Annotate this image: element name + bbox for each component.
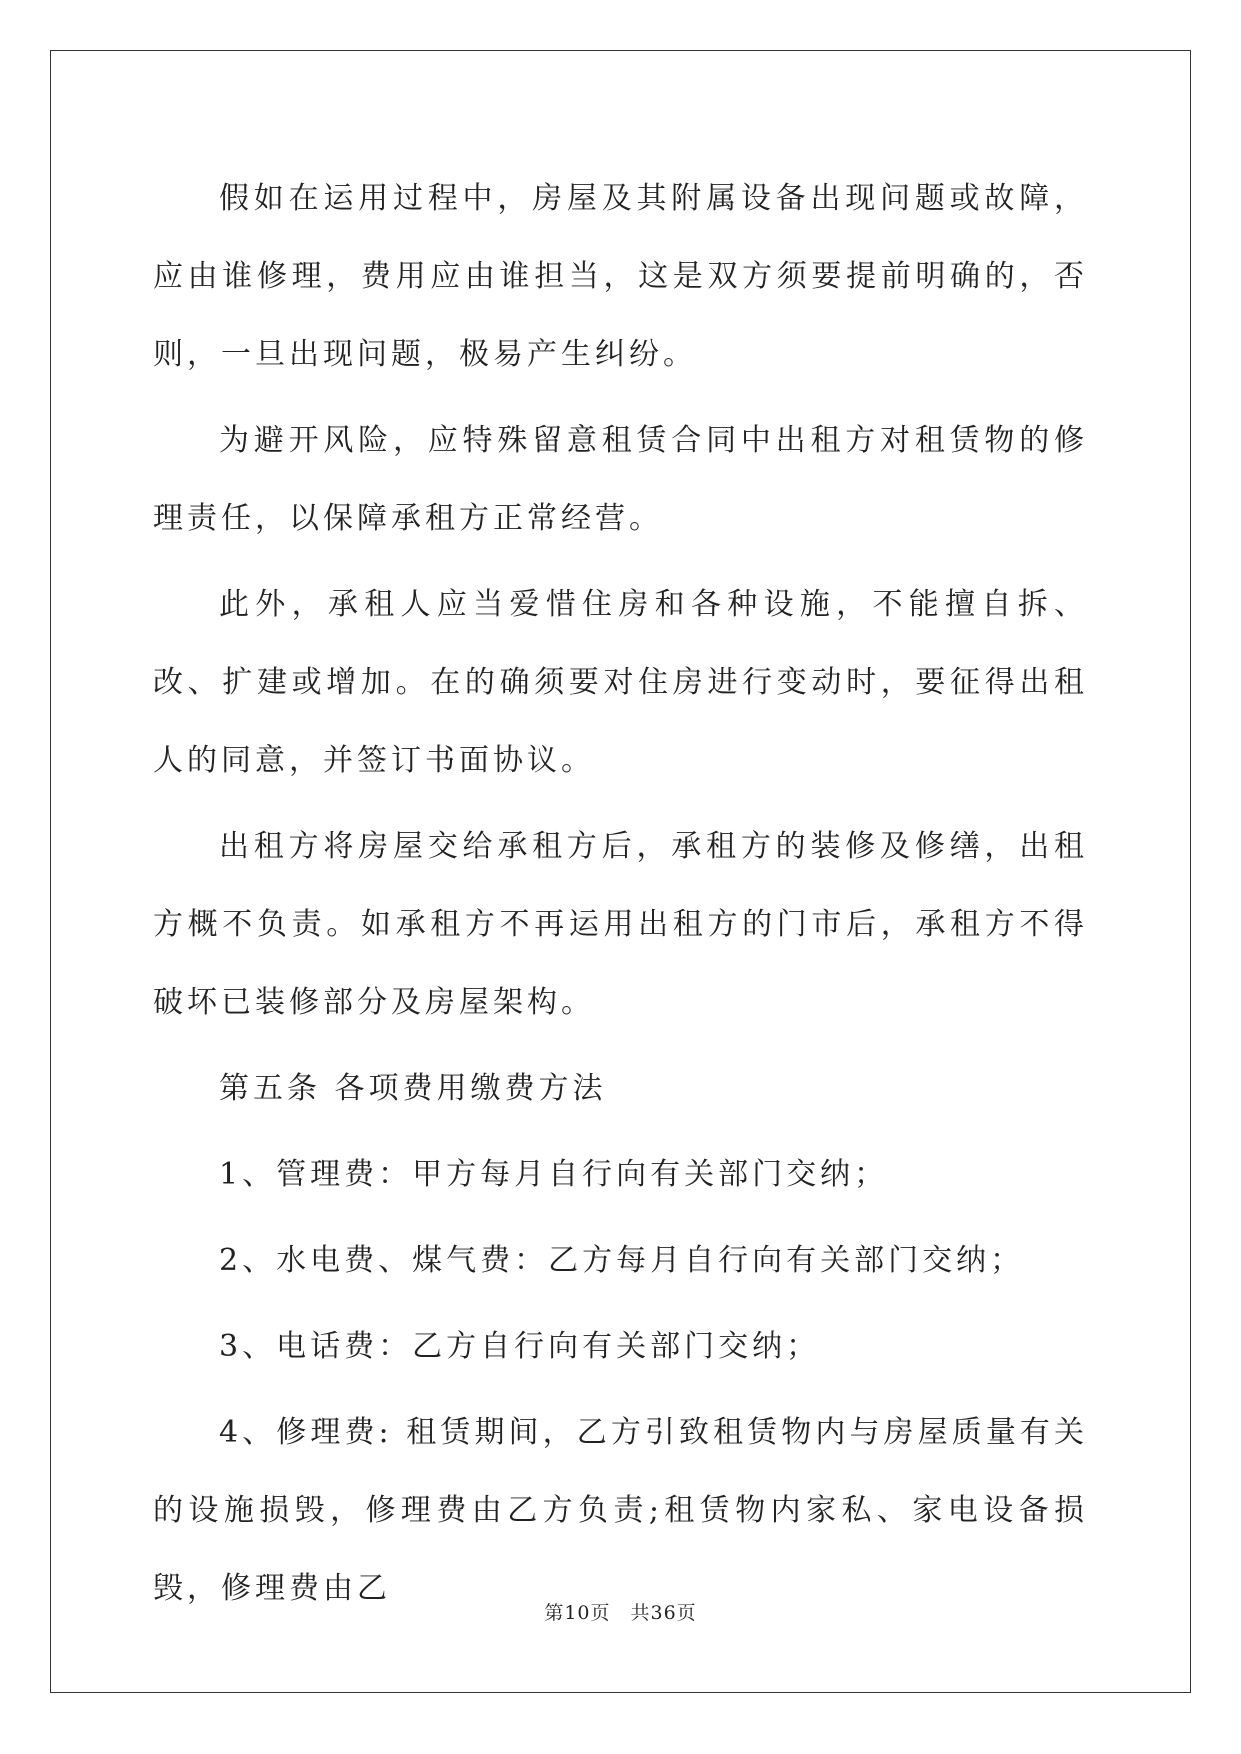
paragraph-risk-avoidance: 为避开风险，应特殊留意租赁合同中出租方对租赁物的修理责任，以保障承租方正常经营。 xyxy=(153,423,1088,536)
list-item-phone-fee: 3、电话费：乙方自行向有关部门交纳； xyxy=(219,1329,821,1364)
paragraph-tenant-care: 此外，承租人应当爱惜住房和各种设施，不能擅自拆、改、扩建或增加。在的确须要对住房进行变动时，要征得出租人的同意，并签订书面协议。 xyxy=(153,587,1088,778)
section-heading-article-five: 第五条 各项费用缴费方法 xyxy=(219,1071,607,1106)
list-item-utilities-fee: 2、水电费、煤气费：乙方每月自行向有关部门交纳； xyxy=(219,1243,1025,1278)
list-item-management-fee: 1、管理费：甲方每月自行向有关部门交纳； xyxy=(219,1157,889,1192)
paragraph-decoration: 出租方将房屋交给承租方后，承租方的装修及修缮，出租方概不负责。如承租方不再运用出租方的门市后，承租方不得破坏已装修部分及房屋架构。 xyxy=(153,829,1088,1020)
list-item-repair-fee: 4、修理费: 租赁期间，乙方引致租赁物内与房屋质量有关的设施损毁，修理费由乙方负责;租赁物内家私、家电设备损毁，修理费由乙 xyxy=(153,1415,1088,1606)
page-number: 第10页 共36页 xyxy=(544,1602,697,1624)
paragraph-repair-responsibility: 假如在运用过程中，房屋及其附属设备出现问题或故障，应由谁修理，费用应由谁担当，这是双方须要提前明确的，否则，一旦出现问题，极易产生纠纷。 xyxy=(153,181,1088,372)
document-body xyxy=(153,160,1088,1636)
